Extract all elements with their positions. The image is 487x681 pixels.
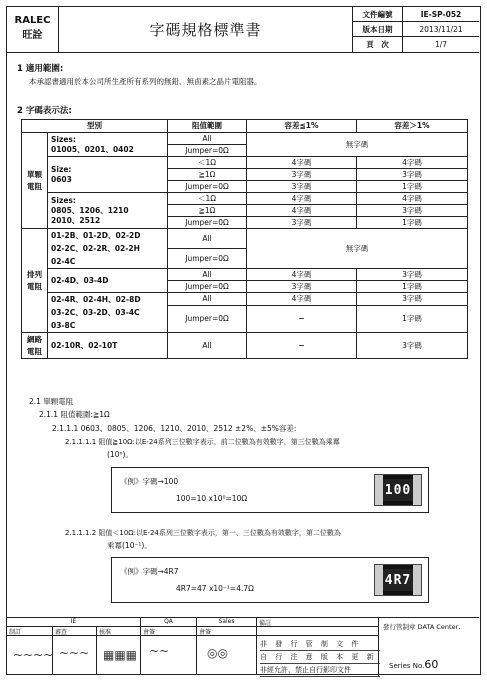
cell-tol-high: 3字碼 — [357, 269, 468, 281]
cell-tol-high: 1字碼 — [357, 281, 468, 293]
signature-reviewer: ~~~ — [59, 646, 90, 660]
cell-range: Jumper=0Ω — [168, 305, 247, 332]
example-equation: 4R7=47 x10⁻¹=4.7Ω — [176, 584, 254, 593]
array-models: 02-4C — [51, 257, 76, 266]
meta-row-doc-no — [353, 7, 479, 22]
resistor-terminal — [413, 475, 421, 505]
array-models: 03-8C — [51, 321, 76, 330]
size-label: Sizes: — [51, 134, 76, 144]
cell-tol-high: 3字碼 — [357, 205, 468, 217]
cell-model — [48, 133, 168, 157]
series-value: 60 — [424, 658, 439, 671]
role-approver: 核准 — [97, 627, 141, 675]
example-box-4r7 — [111, 557, 429, 603]
section-1-body: 本承認書適用於本公司所生產所有系列的無鉛、無鹵素之晶片電阻器。 — [29, 77, 262, 86]
document-page — [6, 6, 481, 675]
dept-ie: IE — [7, 618, 141, 627]
approval-footer — [7, 617, 479, 675]
meta-label: 頁 次 — [353, 37, 403, 52]
meta-value: 2013/11/21 — [419, 25, 463, 34]
resistor-code: 4R7 — [383, 569, 413, 591]
remark-label: 備註 — [259, 620, 272, 627]
size-models: 0805、1206、1210 — [51, 205, 129, 215]
example-label: 《例》字碼→4R7 — [120, 567, 179, 576]
cell-range: ≧1Ω — [168, 205, 247, 217]
cell-model — [48, 293, 168, 333]
size-models: 0603 — [51, 174, 72, 184]
issuer-stamp-label: 發行管制章 — [383, 623, 416, 631]
signature-sales: ◎◎ — [207, 646, 228, 660]
resistor-terminal — [413, 565, 421, 595]
col-header-tol-low: 容差≦1% — [247, 120, 357, 133]
meta-label: 文件編號 — [353, 7, 403, 22]
group-network-resistor: 網路電阻 — [22, 333, 48, 359]
resistor-marking-image — [374, 474, 422, 506]
code-spec-table — [21, 119, 468, 359]
company-logo — [7, 7, 59, 53]
cell-range: Jumper=0Ω — [168, 145, 247, 157]
company-name-en: RALEC — [14, 15, 51, 26]
cell-tol-low: 3字碼 — [247, 217, 357, 229]
cell-range: Jumper=0Ω — [168, 181, 247, 193]
para-2-1-1-1-2: 2.1.1.1.2 阻值＜10Ω:以E-24系列三位數字表示，第一、三位數為有效數字，第二位數為 — [65, 529, 341, 537]
table-row — [22, 133, 468, 145]
cell-range: ≧1Ω — [168, 169, 247, 181]
cell-range: All — [168, 293, 247, 306]
cell-tol-low: 4字碼 — [247, 193, 357, 205]
signature-qa: ~~ — [149, 644, 170, 658]
cell-range: All — [168, 333, 247, 359]
stamp-line: 非 發 行 管 制 文 件 — [260, 638, 380, 651]
array-models: 03-2C、03-2D、03-4C — [51, 308, 140, 317]
table-row — [22, 333, 468, 359]
col-header-tol-high: 容差＞1% — [357, 120, 468, 133]
meta-value: 1/7 — [434, 40, 448, 49]
table-row — [22, 293, 468, 306]
role-countersign-qa: 會簽 — [141, 627, 197, 675]
role-reviewer: 審查 — [53, 627, 97, 675]
cell-range: Jumper=0Ω — [168, 281, 247, 293]
example-box-100 — [111, 467, 429, 513]
document-title: 字碼規格標準書 — [59, 7, 353, 53]
array-models: 01-2B、01-2D、02-2D — [51, 231, 141, 240]
section-2-heading: 2 字碼表示法: — [17, 106, 72, 116]
dept-sales: Sales — [197, 618, 257, 627]
resistor-terminal — [375, 475, 383, 505]
cell-model — [48, 229, 168, 269]
section-1-heading: 1 適用範圍: — [17, 64, 64, 74]
document-meta — [353, 7, 479, 53]
resistor-marking-image — [374, 564, 422, 596]
cell-range: ＜1Ω — [168, 193, 247, 205]
table-header-row — [22, 120, 468, 133]
resistor-code: 100 — [383, 479, 413, 501]
role-countersign-sales: 會簽 — [197, 627, 257, 675]
cell-merged: 無字碼 — [247, 133, 468, 157]
size-models: 01005、0201、0402 — [51, 144, 134, 154]
cell-tol-high: 3字碼 — [357, 333, 468, 359]
para-2-1-1-1-2-cont: 乘冪(10⁻¹)。 — [107, 541, 152, 550]
para-2-1-1: 2.1.1 阻值範圍:≧1Ω — [39, 410, 110, 419]
cell-tol-low: 4字碼 — [247, 269, 357, 281]
cell-model: 02-4D、03-4D — [48, 269, 168, 293]
cell-tol-low: − — [247, 305, 357, 332]
cell-tol-high: 3字碼 — [357, 293, 468, 306]
cell-tol-low: − — [247, 333, 357, 359]
document-header — [7, 7, 479, 53]
cell-range: All — [168, 269, 247, 281]
cell-tol-low: 3字碼 — [247, 169, 357, 181]
cell-range: All — [168, 133, 247, 145]
signature-drafter: ~~~~ — [13, 648, 54, 662]
para-2-1: 2.1 單顆電阻 — [29, 397, 74, 406]
group-single-resistor: 單顆電阻 — [22, 133, 48, 229]
cell-model — [48, 193, 168, 229]
cell-range: ＜1Ω — [168, 157, 247, 169]
cell-tol-low: 3字碼 — [247, 281, 357, 293]
size-models: 2010、2512 — [51, 215, 101, 225]
cell-tol-high: 1字碼 — [357, 217, 468, 229]
size-label: Size: — [51, 164, 72, 174]
meta-row-page — [353, 37, 479, 52]
issuer-label — [383, 622, 460, 631]
col-header-range: 阻值範圍 — [168, 120, 247, 133]
table-row — [22, 157, 468, 169]
meta-row-date — [353, 22, 479, 37]
data-center-label: DATA Center, — [417, 623, 461, 631]
para-2-1-1-1-1-cont: (10ⁿ)。 — [107, 450, 133, 459]
meta-label: 版本日期 — [353, 22, 403, 37]
cell-range: Jumper=0Ω — [168, 217, 247, 229]
cell-merged: 無字碼 — [247, 229, 468, 269]
dept-qa: QA — [141, 618, 197, 627]
company-name-zh: 旺詮 — [22, 30, 43, 41]
example-label: 《例》字碼→100 — [120, 477, 179, 486]
cell-tol-high: 4字碼 — [357, 193, 468, 205]
cell-tol-low: 4字碼 — [247, 205, 357, 217]
cell-tol-high: 1字碼 — [357, 305, 468, 332]
table-row — [22, 193, 468, 205]
control-stamp — [260, 638, 380, 677]
cell-range: All — [168, 229, 247, 249]
stamp-line: 自 行 注 意 版 本 更 新 — [260, 651, 380, 664]
stamp-line: 非經允許，禁止自行影印文件 — [260, 664, 380, 677]
cell-tol-low: 3字碼 — [247, 181, 357, 193]
cell-range: Jumper=0Ω — [168, 249, 247, 269]
array-models: 02-2C、02-2R、02-2H — [51, 244, 140, 253]
para-2-1-1-1: 2.1.1.1 0603、0805、1206、1210、2010、2512 ±2%、±5%容差: — [52, 424, 297, 433]
series-label: Series No. — [389, 662, 425, 670]
cell-tol-low: 4字碼 — [247, 293, 357, 306]
size-label: Sizes: — [51, 195, 76, 205]
cell-tol-high: 4字碼 — [357, 157, 468, 169]
signature-approver: ▦▦▦ — [103, 648, 138, 662]
table-row — [22, 269, 468, 281]
para-2-1-1-1-1: 2.1.1.1.1 阻值≧10Ω:以E-24系列三位數字表示，前二位數為有效數字，第三位數為乘冪 — [65, 438, 340, 446]
cell-tol-high: 3字碼 — [357, 169, 468, 181]
table-row — [22, 229, 468, 249]
cell-model: 02-10R、02-10T — [48, 333, 168, 359]
cell-model — [48, 157, 168, 193]
array-models: 02-4R、02-4H、02-8D — [51, 295, 141, 304]
meta-value: IE-SP-052 — [420, 10, 462, 19]
cell-tol-high: 1字碼 — [357, 181, 468, 193]
cell-tol-low: 4字碼 — [247, 157, 357, 169]
example-equation: 100=10 x10⁰=10Ω — [176, 494, 248, 503]
series-number — [389, 658, 438, 671]
resistor-terminal — [375, 565, 383, 595]
group-array-resistor: 排列電阻 — [22, 229, 48, 333]
col-header-type: 型別 — [22, 120, 168, 133]
role-drafter: 制訂 — [7, 627, 53, 675]
